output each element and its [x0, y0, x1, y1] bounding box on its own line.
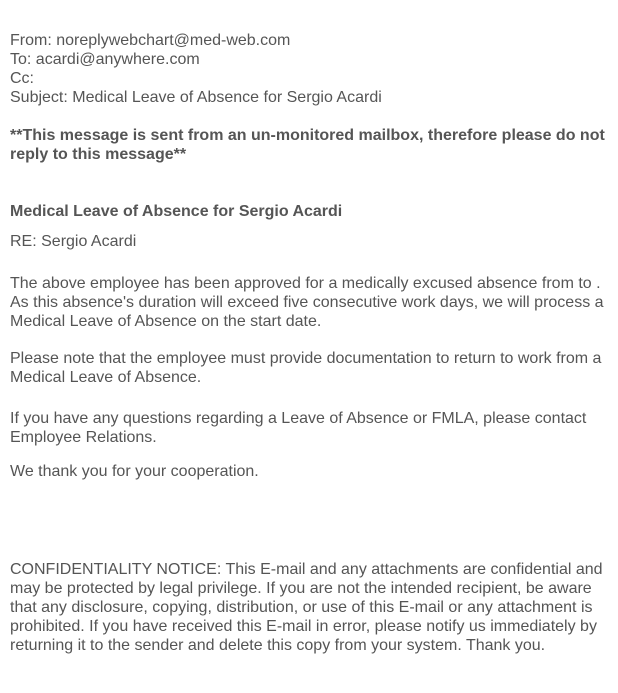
to-label: To: [10, 51, 32, 68]
email-body-title: Medical Leave of Absence for Sergio Acardi [10, 203, 343, 220]
cc-label: Cc: [10, 70, 34, 87]
paragraph-thanks: We thank you for your cooperation. [10, 463, 259, 480]
to-address: acardi@anywhere.com [35, 51, 200, 68]
header-subject-line [10, 88, 614, 107]
header-cc-line [10, 69, 614, 88]
unmonitored-mailbox-notice: **This message is sent from an un-monitored mailbox, therefore please do not reply to this message** [10, 127, 605, 163]
header-from-line [10, 31, 614, 50]
email-header [10, 31, 614, 107]
paragraph-approval: The above employee has been approved for a medically excused absence from to . As this absence's duration will exceed five consecutive work days, we will process a Medical Leave of Absence on the start date. [10, 275, 604, 330]
paragraph-questions: If you have any questions regarding a Leave of Absence or FMLA, please contact Employee Relations. [10, 410, 587, 446]
paragraph-documentation: Please note that the employee must provide documentation to return to work from a Medical Leave of Absence. [10, 350, 602, 386]
subject-text: Medical Leave of Absence for Sergio Acardi [72, 89, 382, 106]
confidentiality-notice: CONFIDENTIALITY NOTICE: This E-mail and any attachments are confidential and may be protected by legal privilege. If you are not the intended recipient, be aware that any disclosure, copying, distribution, or use of this E-mail or any attachment is prohibited. If you have received this E-mail in error, please notify us immediately by returning it to the sender and delete this copy from your system. Thank you. [10, 561, 603, 654]
subject-label: Subject: [10, 89, 68, 106]
from-address: noreplywebchart@med-web.com [56, 32, 291, 49]
header-to-line [10, 50, 614, 69]
from-label: From: [10, 32, 52, 49]
re-line: RE: Sergio Acardi [10, 233, 137, 250]
